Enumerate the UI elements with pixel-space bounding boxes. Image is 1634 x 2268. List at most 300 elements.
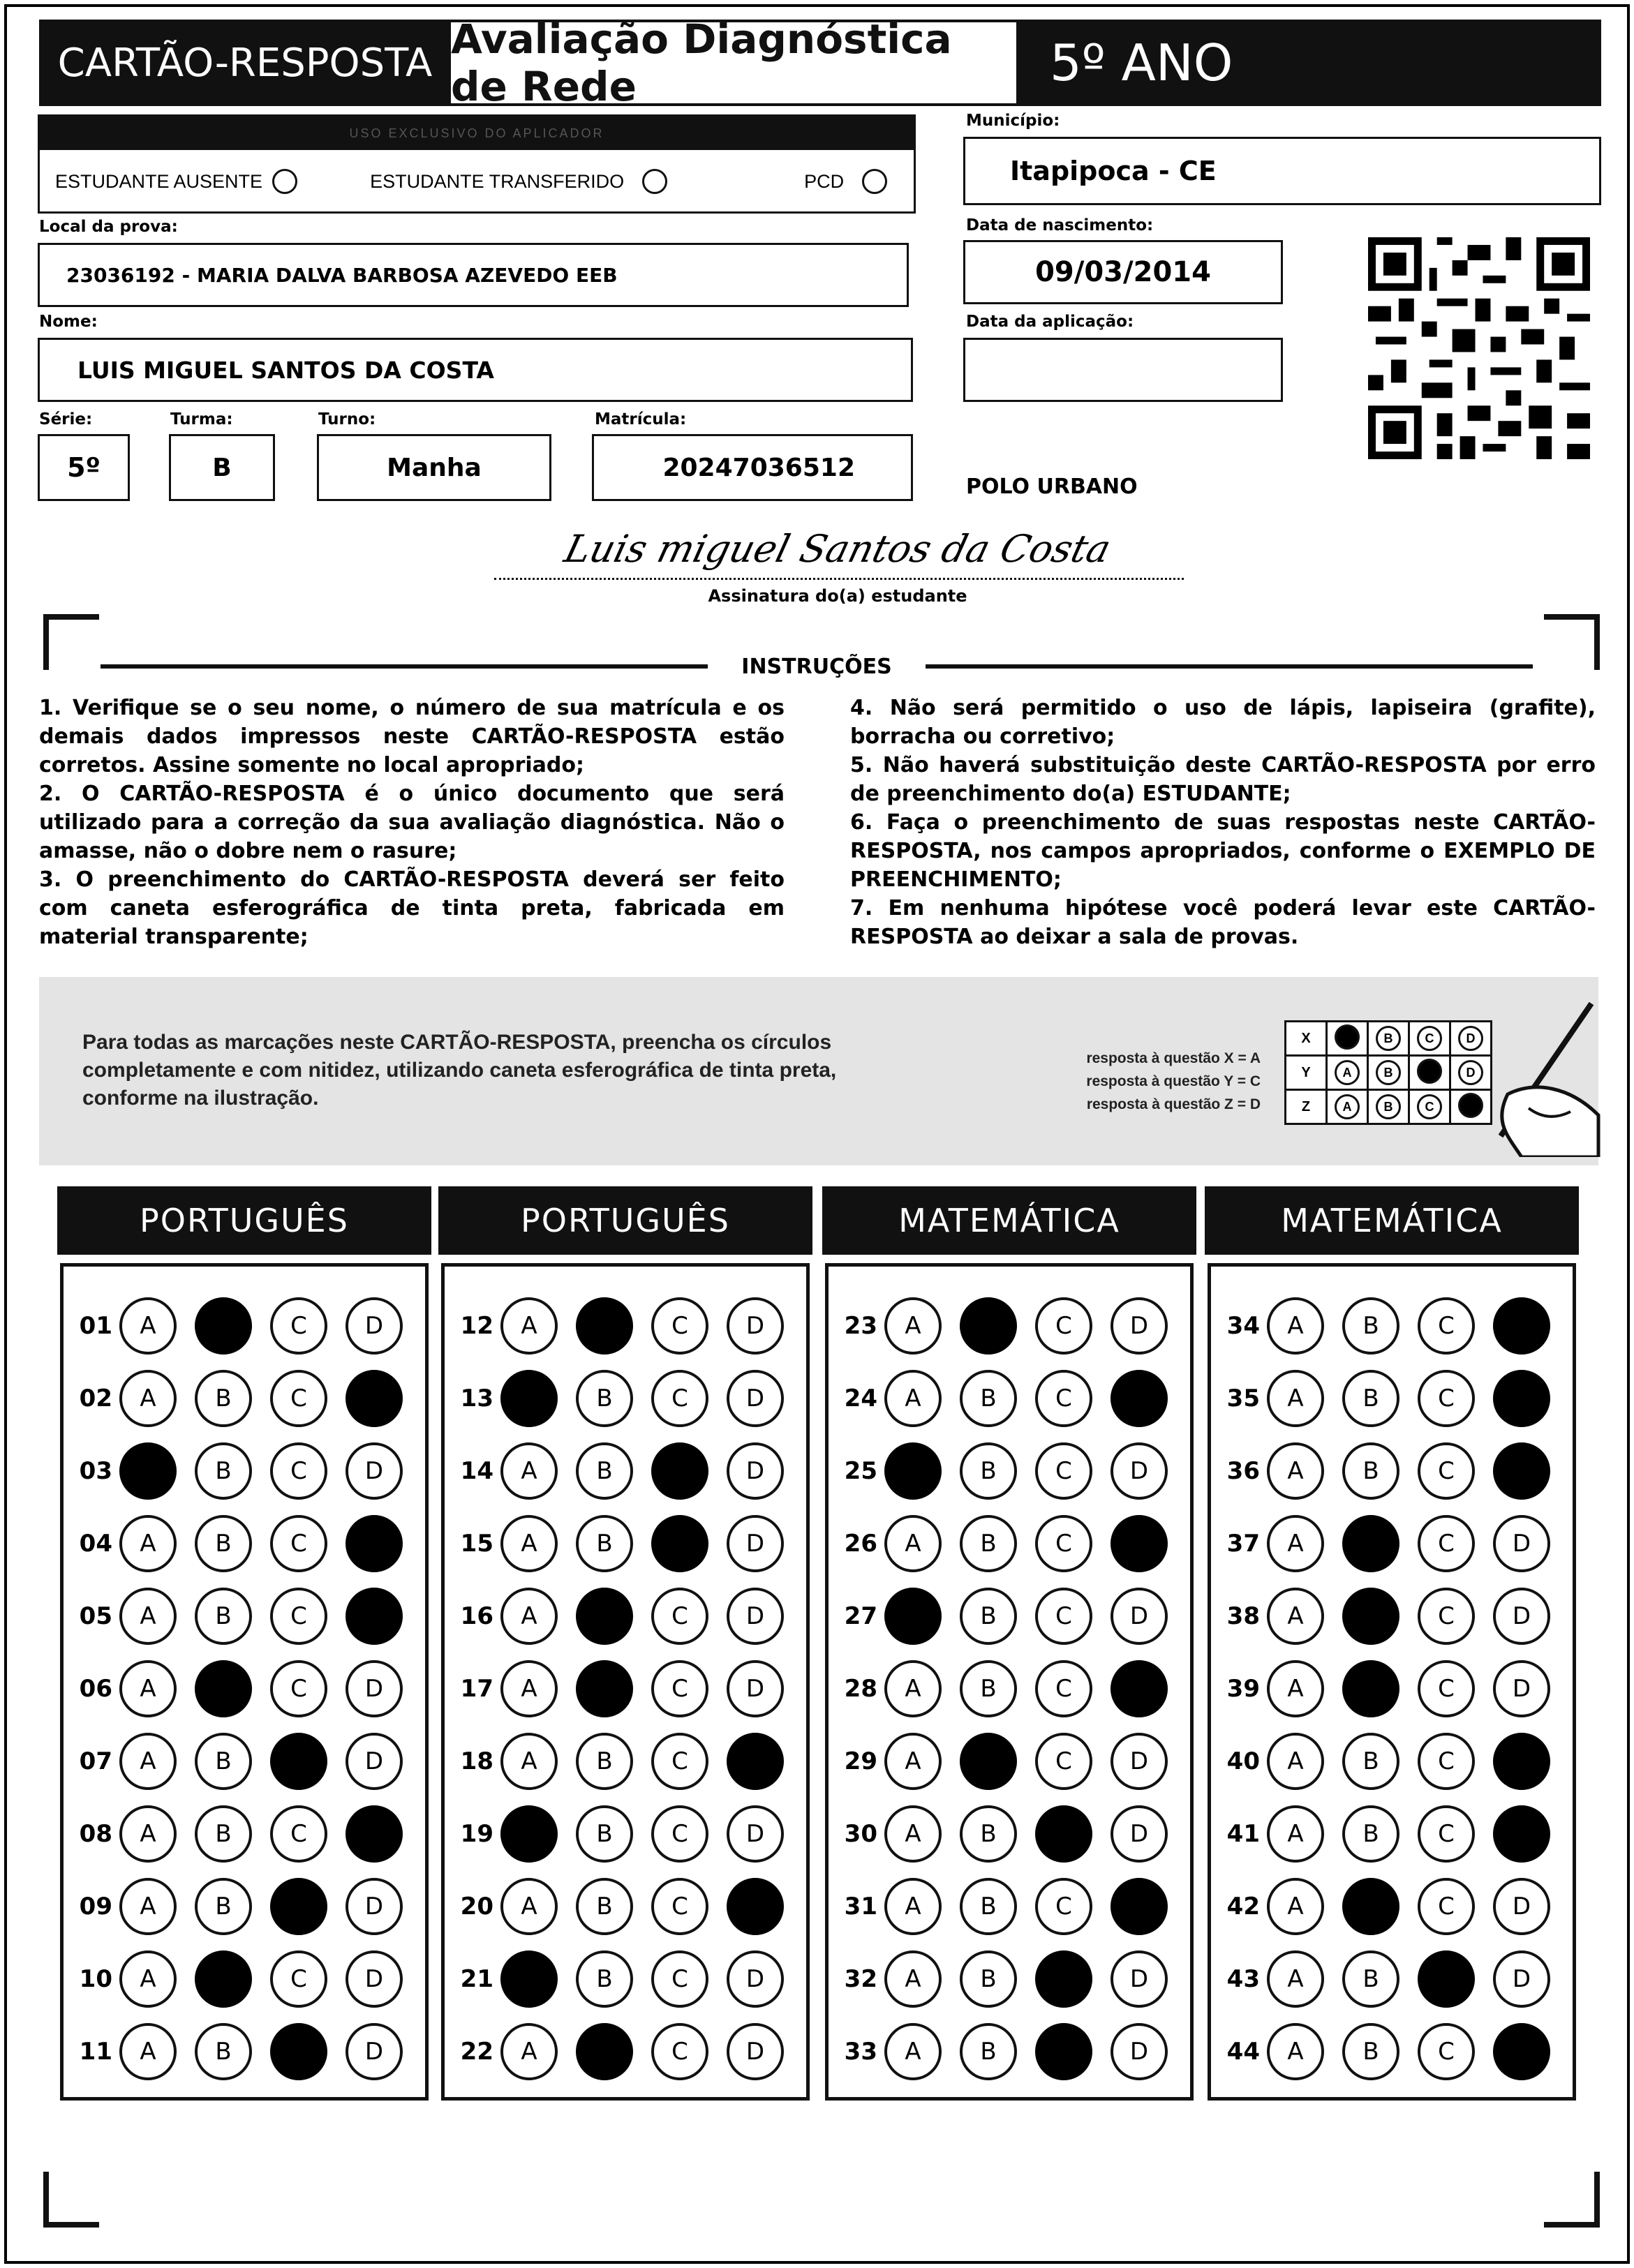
answer-bubble-14-a[interactable]: A xyxy=(500,1442,558,1500)
answer-bubble-27-d[interactable]: D xyxy=(1111,1588,1168,1645)
answer-bubble-13-b[interactable]: B xyxy=(576,1370,633,1427)
answer-bubble-27-c[interactable]: C xyxy=(1035,1588,1092,1645)
answer-bubble-07-b[interactable]: B xyxy=(195,1733,252,1790)
answer-bubble-24-b[interactable]: B xyxy=(960,1370,1017,1427)
card-title xyxy=(39,20,451,106)
qr-code xyxy=(1368,237,1590,459)
section-title: PORTUGUÊS xyxy=(438,1186,812,1255)
answer-bubble-40-c[interactable]: C xyxy=(1418,1733,1475,1790)
section-title: PORTUGUÊS xyxy=(57,1186,431,1255)
question-number: 37 xyxy=(1226,1530,1260,1558)
answer-bubble-16-c[interactable]: C xyxy=(651,1588,708,1645)
answer-bubble-29-c[interactable]: C xyxy=(1035,1733,1092,1790)
answer-bubble-19-d[interactable]: D xyxy=(727,1805,784,1863)
answer-bubble-05-b[interactable]: B xyxy=(195,1588,252,1645)
question-row-22 xyxy=(445,2020,806,2083)
question-number: 01 xyxy=(79,1312,112,1340)
instructions-title: INSTRUÇÕES xyxy=(741,655,892,679)
question-row-43 xyxy=(1211,1948,1573,2010)
answer-bubble-05-d[interactable] xyxy=(346,1588,403,1645)
answer-bubble-33-d[interactable]: D xyxy=(1111,2023,1168,2080)
answer-bubble-22-c[interactable]: C xyxy=(651,2023,708,2080)
answer-bubble-16-d[interactable]: D xyxy=(727,1588,784,1645)
applicator-box xyxy=(38,114,916,214)
question-row-18 xyxy=(445,1730,806,1793)
answer-bubble-04-d[interactable] xyxy=(346,1515,403,1572)
question-number: 42 xyxy=(1226,1893,1260,1920)
answer-bubble-23-c[interactable]: C xyxy=(1035,1297,1092,1355)
question-number: 21 xyxy=(460,1965,493,1993)
answer-bubble-24-c[interactable]: C xyxy=(1035,1370,1092,1427)
answer-bubble-28-d[interactable] xyxy=(1111,1660,1168,1717)
answer-bubble-04-c[interactable]: C xyxy=(270,1515,327,1572)
answer-bubble-08-a[interactable]: A xyxy=(119,1805,177,1863)
answer-bubble-09-c[interactable] xyxy=(270,1878,327,1935)
answer-bubble-36-a[interactable]: A xyxy=(1267,1442,1324,1500)
answer-bubble-19-c[interactable]: C xyxy=(651,1805,708,1863)
answer-bubble-43-d[interactable]: D xyxy=(1493,1950,1550,2008)
example-bubble-d: D xyxy=(1458,1026,1483,1051)
answer-bubble-40-b[interactable]: B xyxy=(1342,1733,1399,1790)
answer-bubble-02-d[interactable] xyxy=(346,1370,403,1427)
answer-bubble-20-c[interactable]: C xyxy=(651,1878,708,1935)
answer-bubble-26-d[interactable] xyxy=(1111,1515,1168,1572)
answer-bubble-23-a[interactable]: A xyxy=(884,1297,942,1355)
example-legend xyxy=(1023,1047,1261,1116)
example-cell xyxy=(1368,1056,1409,1090)
example-cell xyxy=(1327,1056,1368,1090)
serie-label: Série: xyxy=(39,410,93,428)
answer-bubble-39-c[interactable]: C xyxy=(1418,1660,1475,1717)
question-row-19 xyxy=(445,1803,806,1865)
answer-bubble-06-b[interactable] xyxy=(195,1660,252,1717)
example-bubble-c xyxy=(1417,1059,1442,1084)
pcd-checkbox[interactable] xyxy=(862,169,887,194)
answer-bubble-31-a[interactable]: A xyxy=(884,1878,942,1935)
polo: POLO URBANO xyxy=(966,475,1138,499)
answer-bubble-29-b[interactable] xyxy=(960,1733,1017,1790)
answer-bubble-41-a[interactable]: A xyxy=(1267,1805,1324,1863)
transferred-checkbox[interactable] xyxy=(642,169,667,194)
corner-mark-bottom-right xyxy=(1544,2172,1600,2228)
corner-mark-bottom-left xyxy=(43,2172,99,2228)
answer-bubble-10-a[interactable]: A xyxy=(119,1950,177,2008)
answer-bubble-40-a[interactable]: A xyxy=(1267,1733,1324,1790)
instruction-4: 4. Não será permitido o uso de lápis, lapiseira (grafite), borracha ou corretivo; xyxy=(850,696,1596,749)
example-cell xyxy=(1368,1022,1409,1056)
exam-title-text: Avaliação Diagnóstica de Rede xyxy=(451,15,952,110)
answer-bubble-26-a[interactable]: A xyxy=(884,1515,942,1572)
instructions-rule-left xyxy=(101,664,708,669)
answer-bubble-08-d[interactable] xyxy=(346,1805,403,1863)
answer-bubble-23-d[interactable]: D xyxy=(1111,1297,1168,1355)
answer-bubble-08-b[interactable]: B xyxy=(195,1805,252,1863)
answer-bubble-41-b[interactable]: B xyxy=(1342,1805,1399,1863)
legend-x: resposta à questão X = A xyxy=(1086,1050,1261,1066)
question-row-15 xyxy=(445,1512,806,1575)
answer-bubble-43-a[interactable]: A xyxy=(1267,1950,1324,2008)
answer-bubble-32-a[interactable]: A xyxy=(884,1950,942,2008)
example-cell xyxy=(1409,1022,1450,1056)
question-row-30 xyxy=(829,1803,1190,1865)
answer-bubble-25-a[interactable] xyxy=(884,1442,942,1500)
answer-bubble-27-b[interactable]: B xyxy=(960,1588,1017,1645)
answer-bubble-11-d[interactable]: D xyxy=(346,2023,403,2080)
answer-bubble-10-b[interactable] xyxy=(195,1950,252,2008)
answer-bubble-41-d[interactable] xyxy=(1493,1805,1550,1863)
answer-bubble-21-c[interactable]: C xyxy=(651,1950,708,2008)
question-number: 23 xyxy=(844,1312,877,1340)
answer-bubble-12-d[interactable]: D xyxy=(727,1297,784,1355)
matricula-field xyxy=(592,434,913,501)
question-row-36 xyxy=(1211,1440,1573,1502)
question-number: 43 xyxy=(1226,1965,1260,1993)
example-cell xyxy=(1368,1090,1409,1124)
section-title: MATEMÁTICA xyxy=(1205,1186,1579,1255)
hand-pen-icon xyxy=(1466,997,1605,1157)
answer-bubble-09-a[interactable]: A xyxy=(119,1878,177,1935)
example-row xyxy=(1286,1090,1492,1124)
answer-bubble-38-b[interactable] xyxy=(1342,1588,1399,1645)
question-number: 07 xyxy=(79,1747,112,1775)
answer-bubble-37-b[interactable] xyxy=(1342,1515,1399,1572)
answer-bubble-17-a[interactable]: A xyxy=(500,1660,558,1717)
question-row-34 xyxy=(1211,1295,1573,1357)
answer-bubble-20-a[interactable]: A xyxy=(500,1878,558,1935)
answer-bubble-17-b[interactable] xyxy=(576,1660,633,1717)
question-row-10 xyxy=(64,1948,425,2010)
answer-bubble-03-a[interactable] xyxy=(119,1442,177,1500)
answer-bubble-01-a[interactable]: A xyxy=(119,1297,177,1355)
answer-bubble-34-d[interactable] xyxy=(1493,1297,1550,1355)
answer-bubble-17-d[interactable]: D xyxy=(727,1660,784,1717)
question-number: 34 xyxy=(1226,1312,1260,1340)
answer-bubble-09-d[interactable]: D xyxy=(346,1878,403,1935)
local-field xyxy=(38,243,909,307)
question-number: 06 xyxy=(79,1675,112,1703)
answer-bubble-43-c[interactable] xyxy=(1418,1950,1475,2008)
answer-bubble-32-b[interactable]: B xyxy=(960,1950,1017,2008)
answer-bubble-25-b[interactable]: B xyxy=(960,1442,1017,1500)
nome-label: Nome: xyxy=(39,313,98,331)
answer-bubble-07-d[interactable]: D xyxy=(346,1733,403,1790)
answer-bubble-26-b[interactable]: B xyxy=(960,1515,1017,1572)
answer-bubble-01-b[interactable] xyxy=(195,1297,252,1355)
answer-bubble-33-a[interactable]: A xyxy=(884,2023,942,2080)
answer-bubble-31-b[interactable]: B xyxy=(960,1878,1017,1935)
turno-label: Turno: xyxy=(318,410,376,428)
question-row-37 xyxy=(1211,1512,1573,1575)
municipio-label: Município: xyxy=(966,112,1060,130)
question-number: 40 xyxy=(1226,1747,1260,1775)
answer-bubble-13-a[interactable] xyxy=(500,1370,558,1427)
answer-bubble-29-d[interactable]: D xyxy=(1111,1733,1168,1790)
aplicacao-field[interactable] xyxy=(963,338,1283,402)
matricula-value: 20247036512 xyxy=(662,453,855,482)
question-number: 18 xyxy=(460,1747,493,1775)
answer-bubble-02-c[interactable]: C xyxy=(270,1370,327,1427)
answer-bubble-44-c[interactable]: C xyxy=(1418,2023,1475,2080)
answer-bubble-35-b[interactable]: B xyxy=(1342,1370,1399,1427)
example-row xyxy=(1286,1022,1492,1056)
corner-mark-top-left xyxy=(43,614,99,670)
answer-bubble-17-c[interactable]: C xyxy=(651,1660,708,1717)
answer-bubble-07-a[interactable]: A xyxy=(119,1733,177,1790)
question-number: 22 xyxy=(460,2038,493,2066)
example-bubble-c: C xyxy=(1417,1026,1442,1051)
example-cell xyxy=(1409,1090,1450,1124)
answer-bubble-31-c[interactable]: C xyxy=(1035,1878,1092,1935)
nascimento-field xyxy=(963,240,1283,304)
answer-bubble-30-a[interactable]: A xyxy=(884,1805,942,1863)
answer-bubble-15-c[interactable] xyxy=(651,1515,708,1572)
answer-bubble-30-d[interactable]: D xyxy=(1111,1805,1168,1863)
answer-bubble-11-c[interactable] xyxy=(270,2023,327,2080)
answer-bubble-07-c[interactable] xyxy=(270,1733,327,1790)
answer-bubble-03-b[interactable]: B xyxy=(195,1442,252,1500)
answer-bubble-36-c[interactable]: C xyxy=(1418,1442,1475,1500)
answer-bubble-14-c[interactable] xyxy=(651,1442,708,1500)
answer-bubble-10-c[interactable]: C xyxy=(270,1950,327,2008)
answer-bubble-16-a[interactable]: A xyxy=(500,1588,558,1645)
answer-bubble-25-c[interactable]: C xyxy=(1035,1442,1092,1500)
answer-bubble-11-b[interactable]: B xyxy=(195,2023,252,2080)
answer-bubble-28-b[interactable]: B xyxy=(960,1660,1017,1717)
answer-bubble-22-b[interactable] xyxy=(576,2023,633,2080)
section-title: MATEMÁTICA xyxy=(822,1186,1196,1255)
question-row-39 xyxy=(1211,1657,1573,1720)
example-bubble-b: B xyxy=(1376,1026,1401,1051)
instructions-left xyxy=(39,694,785,951)
answer-bubble-04-b[interactable]: B xyxy=(195,1515,252,1572)
legend-z: resposta à questão Z = D xyxy=(1086,1096,1261,1112)
turma-label: Turma: xyxy=(170,410,233,428)
answer-bubble-26-c[interactable]: C xyxy=(1035,1515,1092,1572)
answer-bubble-39-b[interactable] xyxy=(1342,1660,1399,1717)
answer-bubble-28-a[interactable]: A xyxy=(884,1660,942,1717)
answer-bubble-27-a[interactable] xyxy=(884,1588,942,1645)
example-cell xyxy=(1327,1090,1368,1124)
answer-bubble-12-c[interactable]: C xyxy=(651,1297,708,1355)
answer-bubble-25-d[interactable]: D xyxy=(1111,1442,1168,1500)
question-number: 10 xyxy=(79,1965,112,1993)
answer-bubble-16-b[interactable] xyxy=(576,1588,633,1645)
answer-bubble-21-b[interactable]: B xyxy=(576,1950,633,2008)
question-number: 25 xyxy=(844,1457,877,1485)
absent-checkbox[interactable] xyxy=(272,169,297,194)
answer-bubble-20-b[interactable]: B xyxy=(576,1878,633,1935)
question-row-06 xyxy=(64,1657,425,1720)
answer-bubble-41-c[interactable]: C xyxy=(1418,1805,1475,1863)
answer-bubble-06-d[interactable]: D xyxy=(346,1660,403,1717)
answer-bubble-42-c[interactable]: C xyxy=(1418,1878,1475,1935)
answer-bubble-12-a[interactable]: A xyxy=(500,1297,558,1355)
example-row-label: X xyxy=(1286,1022,1327,1056)
question-number: 03 xyxy=(79,1457,112,1485)
answer-bubble-18-a[interactable]: A xyxy=(500,1733,558,1790)
question-number: 13 xyxy=(460,1385,493,1412)
answer-bubble-01-c[interactable]: C xyxy=(270,1297,327,1355)
answer-bubble-37-d[interactable]: D xyxy=(1493,1515,1550,1572)
answer-bubble-05-c[interactable]: C xyxy=(270,1588,327,1645)
question-number: 04 xyxy=(79,1530,112,1558)
question-row-41 xyxy=(1211,1803,1573,1865)
question-row-08 xyxy=(64,1803,425,1865)
example-grid xyxy=(1284,1020,1492,1125)
question-number: 41 xyxy=(1226,1820,1260,1848)
answer-bubble-33-b[interactable]: B xyxy=(960,2023,1017,2080)
answer-bubble-42-a[interactable]: A xyxy=(1267,1878,1324,1935)
answer-bubble-44-b[interactable]: B xyxy=(1342,2023,1399,2080)
answer-bubble-32-c[interactable] xyxy=(1035,1950,1092,2008)
answer-bubble-14-b[interactable]: B xyxy=(576,1442,633,1500)
answer-bubble-13-c[interactable]: C xyxy=(651,1370,708,1427)
instruction-7: 7. Em nenhuma hipótese você poderá levar este CARTÃO-RESPOSTA ao deixar a sala de provas. xyxy=(850,896,1596,949)
answer-bubble-21-d[interactable]: D xyxy=(727,1950,784,2008)
answer-bubble-38-d[interactable]: D xyxy=(1493,1588,1550,1645)
answer-bubble-06-c[interactable]: C xyxy=(270,1660,327,1717)
question-row-17 xyxy=(445,1657,806,1720)
question-number: 09 xyxy=(79,1893,112,1920)
answer-bubble-32-d[interactable]: D xyxy=(1111,1950,1168,2008)
question-row-44 xyxy=(1211,2020,1573,2083)
example-bubble-a xyxy=(1335,1024,1360,1050)
question-number: 28 xyxy=(844,1675,877,1703)
answer-bubble-39-a[interactable]: A xyxy=(1267,1660,1324,1717)
answer-bubble-06-a[interactable]: A xyxy=(119,1660,177,1717)
question-number: 38 xyxy=(1226,1602,1260,1630)
question-number: 08 xyxy=(79,1820,112,1848)
answer-bubble-15-b[interactable]: B xyxy=(576,1515,633,1572)
answer-bubble-42-b[interactable] xyxy=(1342,1878,1399,1935)
answer-bubble-10-d[interactable]: D xyxy=(346,1950,403,2008)
answer-bubble-24-d[interactable] xyxy=(1111,1370,1168,1427)
answer-bubble-15-a[interactable]: A xyxy=(500,1515,558,1572)
turma-field xyxy=(169,434,275,501)
answer-bubble-29-a[interactable]: A xyxy=(884,1733,942,1790)
answer-bubble-44-d[interactable] xyxy=(1493,2023,1550,2080)
answer-bubble-35-d[interactable] xyxy=(1493,1370,1550,1427)
answer-bubble-33-c[interactable] xyxy=(1035,2023,1092,2080)
answer-bubble-44-a[interactable]: A xyxy=(1267,2023,1324,2080)
nome-field xyxy=(38,338,913,402)
example-cell xyxy=(1409,1056,1450,1090)
answer-bubble-38-c[interactable]: C xyxy=(1418,1588,1475,1645)
answer-bubble-14-d[interactable]: D xyxy=(727,1442,784,1500)
answer-bubble-12-b[interactable] xyxy=(576,1297,633,1355)
local-value: 23036192 - MARIA DALVA BARBOSA AZEVEDO EEB xyxy=(66,263,618,287)
answer-bubble-31-d[interactable] xyxy=(1111,1878,1168,1935)
question-number: 30 xyxy=(844,1820,877,1848)
question-number: 11 xyxy=(79,2038,112,2066)
answer-bubble-38-a[interactable]: A xyxy=(1267,1588,1324,1645)
answer-bubble-18-c[interactable]: C xyxy=(651,1733,708,1790)
signature-label: Assinatura do(a) estudante xyxy=(708,586,967,606)
answer-bubble-37-a[interactable]: A xyxy=(1267,1515,1324,1572)
question-number: 24 xyxy=(844,1385,877,1412)
instructions-right xyxy=(850,694,1596,951)
card-title-text: CARTÃO-RESPOSTA xyxy=(57,40,433,86)
answer-bubble-13-d[interactable]: D xyxy=(727,1370,784,1427)
answer-bubble-36-b[interactable]: B xyxy=(1342,1442,1399,1500)
question-number: 02 xyxy=(79,1385,112,1412)
turma-value: B xyxy=(212,453,232,482)
answer-bubble-04-a[interactable]: A xyxy=(119,1515,177,1572)
answer-bubble-03-c[interactable]: C xyxy=(270,1442,327,1500)
answer-bubble-20-d[interactable] xyxy=(727,1878,784,1935)
question-number: 35 xyxy=(1226,1385,1260,1412)
answer-bubble-24-a[interactable]: A xyxy=(884,1370,942,1427)
question-row-05 xyxy=(64,1585,425,1648)
turno-field xyxy=(317,434,551,501)
answer-bubble-08-c[interactable]: C xyxy=(270,1805,327,1863)
answer-bubble-34-a[interactable]: A xyxy=(1267,1297,1324,1355)
answer-panel xyxy=(825,1263,1194,2101)
answer-bubble-37-c[interactable]: C xyxy=(1418,1515,1475,1572)
question-row-12 xyxy=(445,1295,806,1357)
answer-bubble-39-d[interactable]: D xyxy=(1493,1660,1550,1717)
question-row-38 xyxy=(1211,1585,1573,1648)
answer-bubble-02-b[interactable]: B xyxy=(195,1370,252,1427)
answer-bubble-09-b[interactable]: B xyxy=(195,1878,252,1935)
question-row-27 xyxy=(829,1585,1190,1648)
answer-bubble-40-d[interactable] xyxy=(1493,1733,1550,1790)
answer-bubble-05-a[interactable]: A xyxy=(119,1588,177,1645)
answer-bubble-34-b[interactable]: B xyxy=(1342,1297,1399,1355)
answer-bubble-22-a[interactable]: A xyxy=(500,2023,558,2080)
answer-bubble-11-a[interactable]: A xyxy=(119,2023,177,2080)
answer-bubble-19-b[interactable]: B xyxy=(576,1805,633,1863)
answer-bubble-01-d[interactable]: D xyxy=(346,1297,403,1355)
answer-bubble-30-b[interactable]: B xyxy=(960,1805,1017,1863)
question-row-09 xyxy=(64,1875,425,1938)
answer-bubble-42-d[interactable]: D xyxy=(1493,1878,1550,1935)
answer-bubble-21-a[interactable] xyxy=(500,1950,558,2008)
answer-bubble-02-a[interactable]: A xyxy=(119,1370,177,1427)
answer-bubble-34-c[interactable]: C xyxy=(1418,1297,1475,1355)
answer-bubble-22-d[interactable]: D xyxy=(727,2023,784,2080)
answer-bubble-35-c[interactable]: C xyxy=(1418,1370,1475,1427)
nome-value: LUIS MIGUEL SANTOS DA COSTA xyxy=(77,356,494,384)
answer-bubble-03-d[interactable]: D xyxy=(346,1442,403,1500)
question-row-40 xyxy=(1211,1730,1573,1793)
question-row-26 xyxy=(829,1512,1190,1575)
instruction-6: 6. Faça o preenchimento de suas respostas neste CARTÃO-RESPOSTA, nos campos apropriados, conforme o EXEMPLO DE PREENCHIMENTO; xyxy=(850,810,1596,892)
question-number: 19 xyxy=(460,1820,493,1848)
answer-bubble-30-c[interactable] xyxy=(1035,1805,1092,1863)
instruction-5: 5. Não haverá substituição deste CARTÃO-RESPOSTA por erro de preenchimento do(a) ESTUDANTE; xyxy=(850,753,1596,806)
corner-mark-top-right xyxy=(1544,614,1600,670)
answer-bubble-35-a[interactable]: A xyxy=(1267,1370,1324,1427)
question-row-42 xyxy=(1211,1875,1573,1938)
answer-bubble-18-b[interactable]: B xyxy=(576,1733,633,1790)
answer-bubble-43-b[interactable]: B xyxy=(1342,1950,1399,2008)
question-row-32 xyxy=(829,1948,1190,2010)
question-number: 32 xyxy=(844,1965,877,1993)
answer-bubble-15-d[interactable]: D xyxy=(727,1515,784,1572)
answer-bubble-36-d[interactable] xyxy=(1493,1442,1550,1500)
answer-bubble-19-a[interactable] xyxy=(500,1805,558,1863)
question-number: 33 xyxy=(844,2038,877,2066)
answer-bubble-23-b[interactable] xyxy=(960,1297,1017,1355)
question-row-23 xyxy=(829,1295,1190,1357)
question-row-07 xyxy=(64,1730,425,1793)
question-row-25 xyxy=(829,1440,1190,1502)
answer-bubble-18-d[interactable] xyxy=(727,1733,784,1790)
question-number: 05 xyxy=(79,1602,112,1630)
question-row-35 xyxy=(1211,1367,1573,1430)
answer-bubble-28-c[interactable]: C xyxy=(1035,1660,1092,1717)
